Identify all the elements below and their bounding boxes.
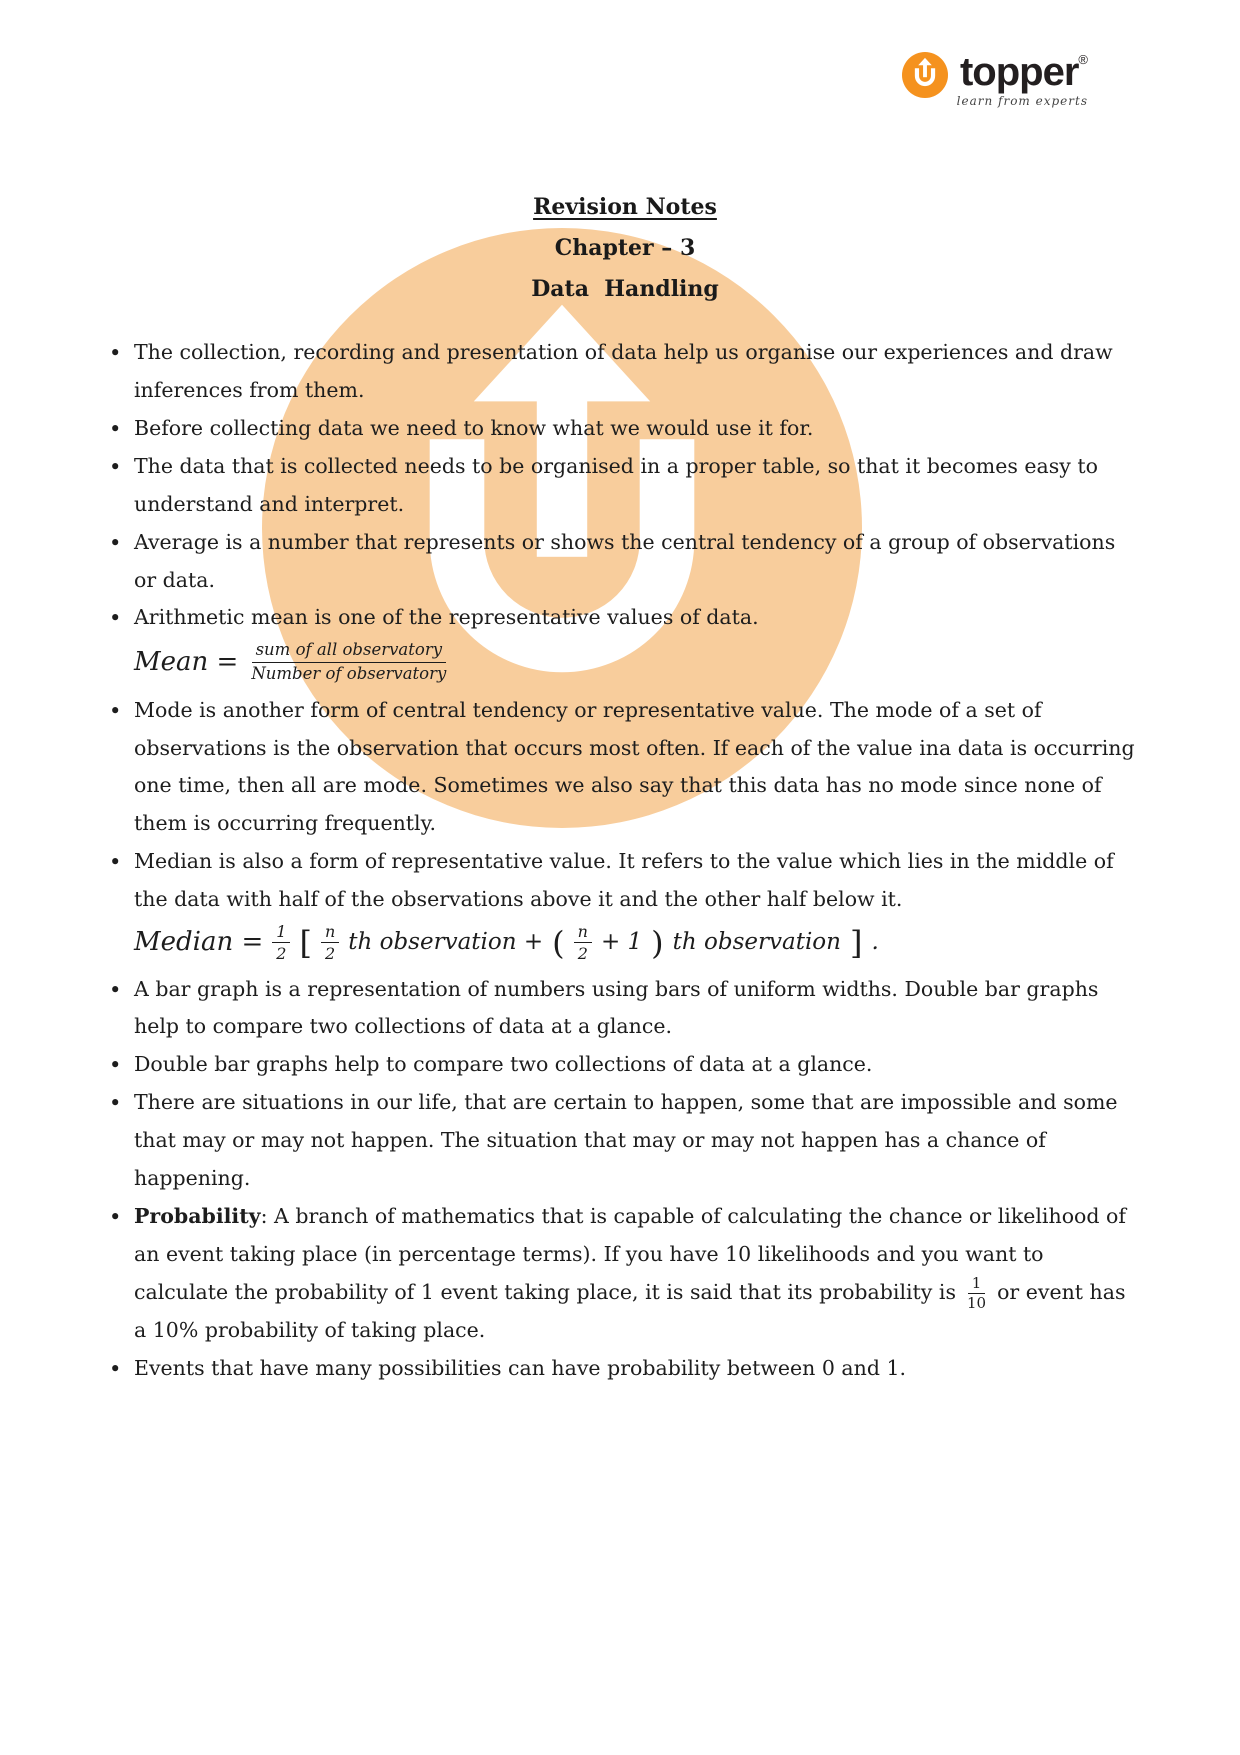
bullet-text: Double bar graphs help to compare two collections of data at a glance. <box>134 1052 873 1077</box>
fraction-denominator: Number of observatory <box>251 664 447 683</box>
chapter-heading: Chapter – 3 <box>554 235 696 261</box>
fraction-numerator: 1 <box>272 922 290 943</box>
bullet-lead: Probability <box>134 1204 261 1229</box>
bullet-text: Arithmetic mean is one of the representative values of data. <box>134 605 759 630</box>
formula-lhs: Median = <box>134 927 264 958</box>
formula-text: th observation + <box>348 929 544 956</box>
bullet-text: Mode is another form of central tendency or representative value. The mode of a set of observations is the observation that occurs most often. If each of the value ina data is occurring one time, then all are mode. Sometimes we also say that this data has no mode since none of them is occurring frequently. <box>134 697 1135 836</box>
registered-mark: ® <box>1078 52 1088 67</box>
formula-text: . <box>871 929 879 956</box>
list-item <box>108 971 1142 1047</box>
fraction <box>247 640 450 684</box>
fraction-numerator: n <box>574 922 592 943</box>
fraction <box>963 1275 990 1313</box>
list-item <box>108 599 1142 684</box>
fraction-denominator: 2 <box>276 944 287 964</box>
bullet-text: : A branch of mathematics that is capable of calculating the chance or likelihood of an event taking place (in percentage terms). If you have 10 likelihoods and you want to calculate the probability of 1 event taking place, it is said that its probability is <box>134 1204 1126 1304</box>
bullet-text: Before collecting data we need to know what we would use it for. <box>134 415 814 440</box>
open-paren: ( <box>552 923 565 962</box>
close-paren: ) <box>651 923 664 962</box>
fraction <box>272 922 290 963</box>
open-bracket: [ <box>299 923 312 962</box>
brand-name-line <box>960 52 1088 92</box>
fraction-numerator: 1 <box>968 1275 986 1294</box>
list-item <box>108 1198 1142 1350</box>
fraction-denominator: 2 <box>325 944 336 964</box>
bullet-text: There are situations in our life, that are certain to happen, some that are impossible and some that may or may not happen. The situation that may or may not happen has a chance of happening. <box>134 1090 1118 1191</box>
list-item <box>108 1350 1142 1388</box>
list-item <box>108 843 1142 963</box>
brand-text-block <box>957 52 1088 108</box>
fraction-numerator: n <box>321 922 339 943</box>
page-title: Revision Notes <box>533 194 717 220</box>
list-item <box>108 334 1142 410</box>
bullet-text: A bar graph is a representation of numbers using bars of uniform widths. Double bar graphs help to compare two collections of data at a glance. <box>134 976 1099 1039</box>
list-item <box>108 1084 1142 1198</box>
subject-heading: Data Handling <box>531 276 719 302</box>
list-item <box>108 410 1142 448</box>
formula-lhs: Mean = <box>134 646 239 677</box>
fraction-denominator: 10 <box>966 1293 987 1312</box>
list-item <box>108 448 1142 524</box>
bullet-text: The data that is collected needs to be organised in a proper table, so that it becomes easy to understand and interpret. <box>134 453 1098 516</box>
fraction-numerator: sum of all observatory <box>252 640 446 663</box>
bullet-text: or event has a 10% probability of taking place. <box>134 1279 1126 1343</box>
utopper-logo-icon <box>902 52 948 98</box>
formula-text: + 1 <box>600 929 643 956</box>
brand-logo <box>902 52 1088 108</box>
bullet-text: Events that have many possibilities can have probability between 0 and 1. <box>134 1356 907 1381</box>
bullet-text: Average is a number that represents or shows the central tendency of a group of observations or data. <box>134 529 1116 592</box>
mean-formula <box>134 640 1142 684</box>
fraction <box>574 922 592 963</box>
brand-name: topper <box>959 50 1079 94</box>
close-bracket: ] <box>849 923 863 962</box>
formula-text: th observation <box>672 929 841 956</box>
list-item <box>108 524 1142 600</box>
bullet-text: Median is also a form of representative value. It refers to the value which lies in the middle of the data with half of the observations above it and the other half below it. <box>134 849 1114 912</box>
list-item <box>108 692 1142 844</box>
fraction-denominator: 2 <box>577 944 588 964</box>
median-formula <box>134 922 1142 963</box>
bullet-text: The collection, recording and presentation of data help us organise our experiences and draw inferences from them. <box>134 340 1113 402</box>
brand-tagline: learn from experts <box>956 94 1088 108</box>
list-item <box>108 1046 1142 1084</box>
notes-list <box>108 334 1142 1388</box>
fraction <box>321 922 339 963</box>
